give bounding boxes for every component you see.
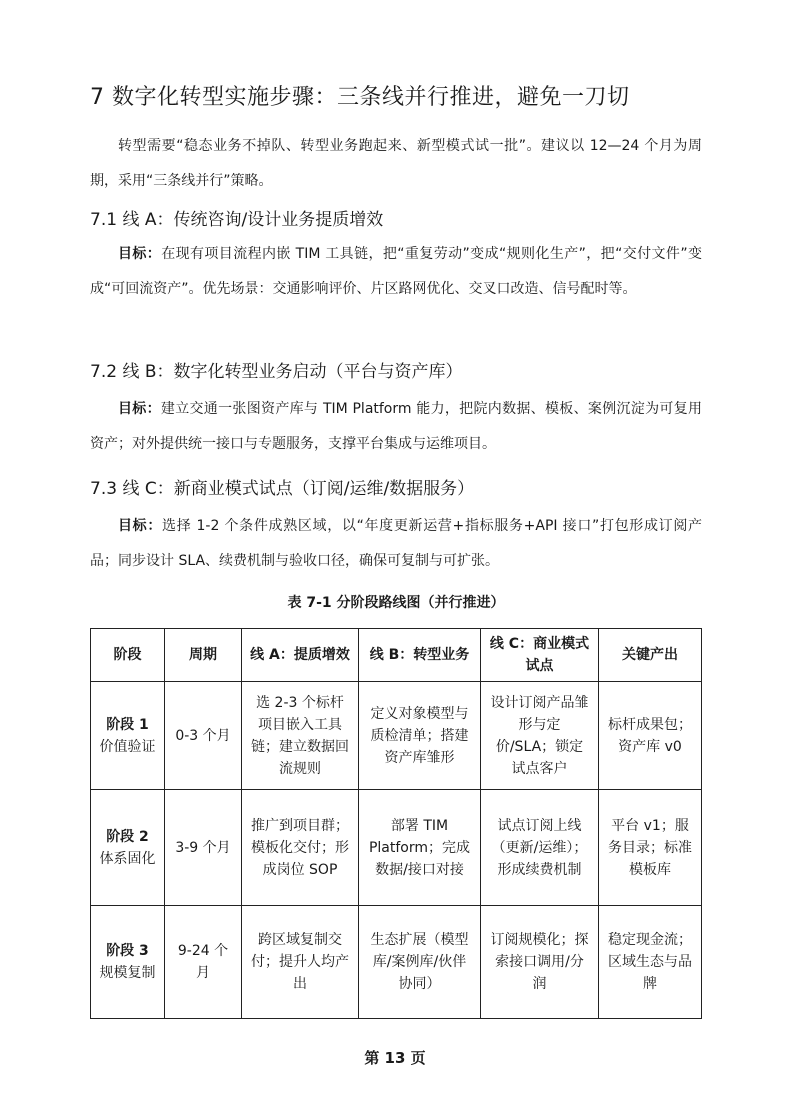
section-title-7-3: 7.3 线 C：新商业模式试点（订阅/运维/数据服务） xyxy=(90,479,475,499)
table-header-cell: 阶段 xyxy=(91,629,165,682)
stage-cell xyxy=(91,682,165,790)
section-title-7-2: 7.2 线 B：数字化转型业务启动（平台与资产库） xyxy=(90,362,463,382)
line-a-cell: 选 2-3 个标杆项目嵌入工具链；建立数据回流规则 xyxy=(242,682,359,790)
table-header-cell: 线 A：提质增效 xyxy=(242,629,359,682)
line-b-cell: 生态扩展（模型库/案例库/伙伴协同） xyxy=(359,906,481,1019)
table-header-cell: 线 B：转型业务 xyxy=(359,629,481,682)
goal-label: 目标： xyxy=(118,518,163,534)
chapter-intro: 转型需要“稳态业务不掉队、转型业务跑起来、新型模式试一批”。建议以 12—24 个月为周期，采用“三条线并行”策略。 xyxy=(90,138,702,189)
stage-name: 阶段 3 xyxy=(106,943,149,959)
goal-label: 目标： xyxy=(118,246,162,262)
table-header-cell: 周期 xyxy=(165,629,242,682)
table-row xyxy=(91,906,702,1019)
stage-desc: 体系固化 xyxy=(99,850,156,867)
table-header-cell: 线 C：商业模式试点 xyxy=(481,629,599,682)
stage-cell xyxy=(91,790,165,906)
stage-cell xyxy=(91,906,165,1019)
section-body-7-2 xyxy=(90,392,702,462)
line-b-cell: 部署 TIM Platform；完成数据/接口对接 xyxy=(359,790,481,906)
table-header-row xyxy=(91,629,702,682)
section-title-7-1: 7.1 线 A：传统咨询/设计业务提质增效 xyxy=(90,210,384,230)
stage-name: 阶段 1 xyxy=(106,716,149,733)
line-c-cell: 设计订阅产品雏形与定价/SLA；锁定试点客户 xyxy=(481,682,599,790)
section-body-7-3 xyxy=(90,509,702,579)
chapter-title: 7 数字化转型实施步骤：三条线并行推进，避免一刀切 xyxy=(90,85,630,110)
table-caption: 表 7-1 分阶段路线图（并行推进） xyxy=(287,595,505,611)
stage-desc: 价值验证 xyxy=(99,738,156,755)
table-header-cell: 关键产出 xyxy=(599,629,702,682)
output-cell: 标杆成果包；资产库 v0 xyxy=(599,682,702,790)
line-a-cell: 推广到项目群；模板化交付；形成岗位 SOP xyxy=(242,790,359,906)
roadmap-table xyxy=(90,628,702,1019)
period-cell: 9-24 个月 xyxy=(165,906,242,1019)
period-cell: 3-9 个月 xyxy=(165,790,242,906)
goal-text: 选择 1-2 个条件成熟区域，以“年度更新运营+指标服务+API 接口”打包形成订阅产品；同步设计 SLA、续费机制与验收口径，确保可复制与可扩张。 xyxy=(90,518,702,569)
section-body-7-1 xyxy=(90,237,702,307)
output-cell: 稳定现金流；区域生态与品牌 xyxy=(599,906,702,1019)
line-c-cell: 试点订阅上线（更新/运维）；形成续费机制 xyxy=(481,790,599,906)
goal-text: 在现有项目流程内嵌 TIM 工具链，把“重复劳动”变成“规则化生产”，把“交付文件”变成“可回流资产”。优先场景：交通影响评价、片区路网优化、交叉口改造、信号配时等。 xyxy=(90,246,702,297)
line-a-cell: 跨区域复制交付；提升人均产出 xyxy=(242,906,359,1019)
line-c-cell: 订阅规模化；探索接口调用/分润 xyxy=(481,906,599,1019)
table-row xyxy=(91,682,702,790)
stage-desc: 规模复制 xyxy=(99,965,156,981)
goal-text: 建立交通一张图资产库与 TIM Platform 能力，把院内数据、模板、案例沉淀为可复用资产；对外提供统一接口与专题服务，支撑平台集成与运维项目。 xyxy=(90,401,702,452)
goal-label: 目标： xyxy=(118,401,161,417)
stage-name: 阶段 2 xyxy=(106,828,149,845)
page-number: 第 13 页 xyxy=(364,1049,426,1067)
period-cell: 0-3 个月 xyxy=(165,682,242,790)
table-row xyxy=(91,790,702,906)
line-b-cell: 定义对象模型与质检清单；搭建资产库雏形 xyxy=(359,682,481,790)
output-cell: 平台 v1；服务目录；标准模板库 xyxy=(599,790,702,906)
